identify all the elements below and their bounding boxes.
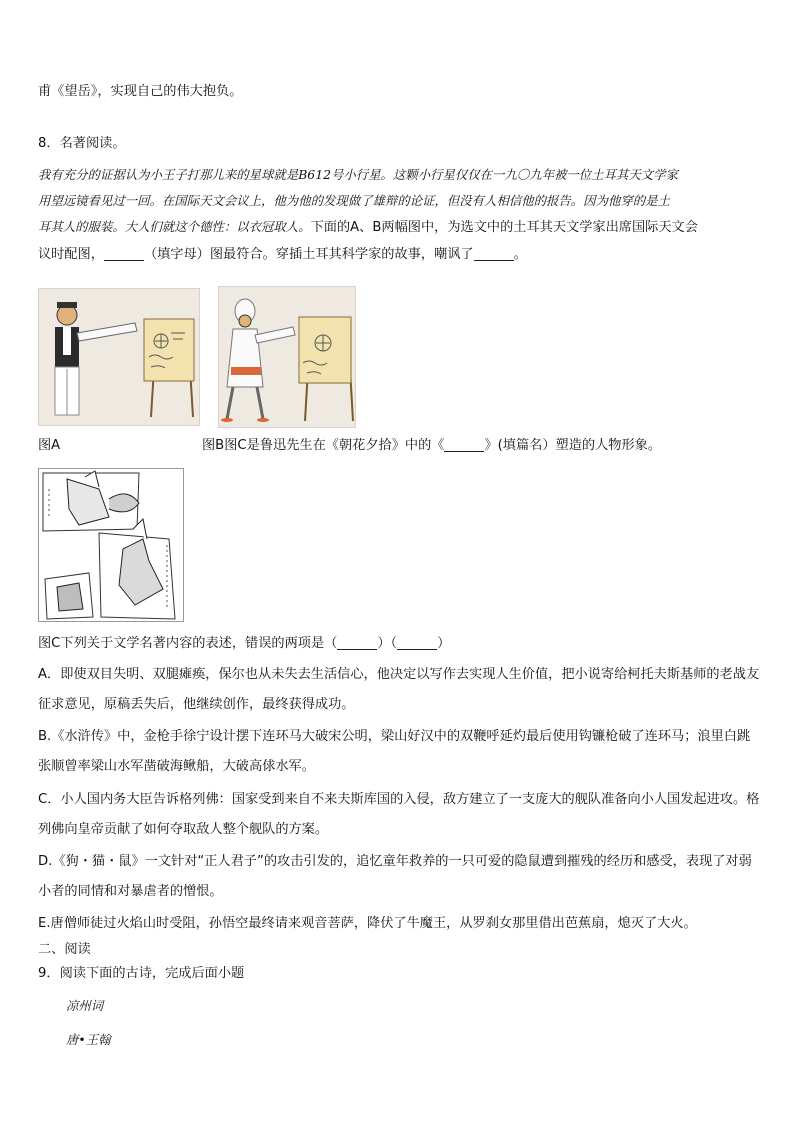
figure-c-caption-b: ）（ [377,636,398,651]
option-b: B.《水浒传》中，金枪手徐宁设计摆下连环马大破宋公明，梁山好汉中的双鞭呼延灼最后使用钩镰枪破了连环马；浪里白跳张顺曾率梁山水军凿破海鳅船，大破高俅水军。 [38,729,751,774]
figure-c-caption-a: 图C下列关于文学名著内容的表述，错误的两项是（ [38,636,338,651]
option-c: C．小人国内务大臣告诉格列佛：国家受到来自不来夫斯库国的入侵，敌方建立了一支庞大的舰队准备向小人国发起进攻。格列佛向皇帝贡献了如何夺取敌人整个舰队的方案。 [38,792,760,837]
figure-c-image [38,468,184,622]
answer-blank-letter[interactable] [104,246,144,261]
option-a: A．即使双目失明、双腿瘫痪，保尔也从未失去生活信心，他决定以写作去实现人生价值，把小说寄给柯托夫斯基师的老战友征求意见，原稿丢失后，他继续创作，最终获得成功。 [38,667,760,712]
figure-c-caption [38,634,450,654]
astronomer-in-turkish-costume-illustration [219,287,355,427]
figure-a-label: 图A [38,438,61,453]
previous-question-tail: 甫《望岳》，实现自己的伟大抱负。 [38,84,243,99]
question-8-subquestion-1: 下面的A、B两幅图中，为选文中的土耳其天文学家出席国际天文会 [310,220,698,235]
poem-title: 凉州词 [66,998,104,1013]
sentence-end: 。 [513,247,527,262]
section-2-heading: 二、阅读 [38,942,91,957]
question-8-subquestion-1-tail: （填字母）图最符合。穿插土耳其科学家的故事，嘲讽了 [143,247,474,262]
question-8-subquestion-1-cont: 议时配图， [38,247,104,262]
figure-b-image [218,286,356,428]
astronomer-in-suit-illustration [39,289,199,425]
question-8-passage [38,162,762,268]
option-d: D.《狗・猫・鼠》一文针对“正人君子”的攻击引发的，追忆童年救养的一只可爱的隐鼠遭到摧残的经历和感受，表现了对弱小者的同情和对暴虐者的憎恨。 [38,854,752,899]
figure-b-caption-b: 》(填篇名）塑造的人物形象。 [484,438,662,453]
poem-author: 唐•王翰 [66,1032,111,1047]
answer-blank-wrong-2[interactable] [397,635,437,650]
passage-line-2: 用望远镜看见过一回。在国际天文会议上，他为他的发现做了雄辩的论证，但没有人相信他的报告。因为他穿的是土 [38,193,670,208]
question-9-title: 9．阅读下面的古诗，完成后面小题 [38,966,245,981]
figure-c-caption-c: ） [437,636,451,651]
passage-line-1: 我有充分的证据认为小王子打那儿来的星球就是B612号小行星。这颗小行星仅仅在一九〇九年被一位土耳其天文学家 [38,167,678,182]
answer-blank-wrong-1[interactable] [337,635,377,650]
answer-blank-chapter[interactable] [444,437,484,452]
question-8-title: 8．名著阅读。 [38,136,126,151]
option-e: E.唐僧师徒过火焰山时受阻，孙悟空最终请来观音菩萨，降伏了牛魔王，从罗刹女那里借出芭蕉扇，熄灭了大火。 [38,916,697,931]
woodcut-figures-illustration [39,469,183,621]
passage-line-3: 耳其人的服装。大人们就这个德性：以衣冠取人。 [38,219,311,234]
answer-blank-satire[interactable] [474,246,514,261]
figure-a-image [38,288,200,426]
figure-b-caption [202,436,661,456]
figure-b-caption-a: 图B图C是鲁迅先生在《朝花夕拾》中的《 [202,438,445,453]
